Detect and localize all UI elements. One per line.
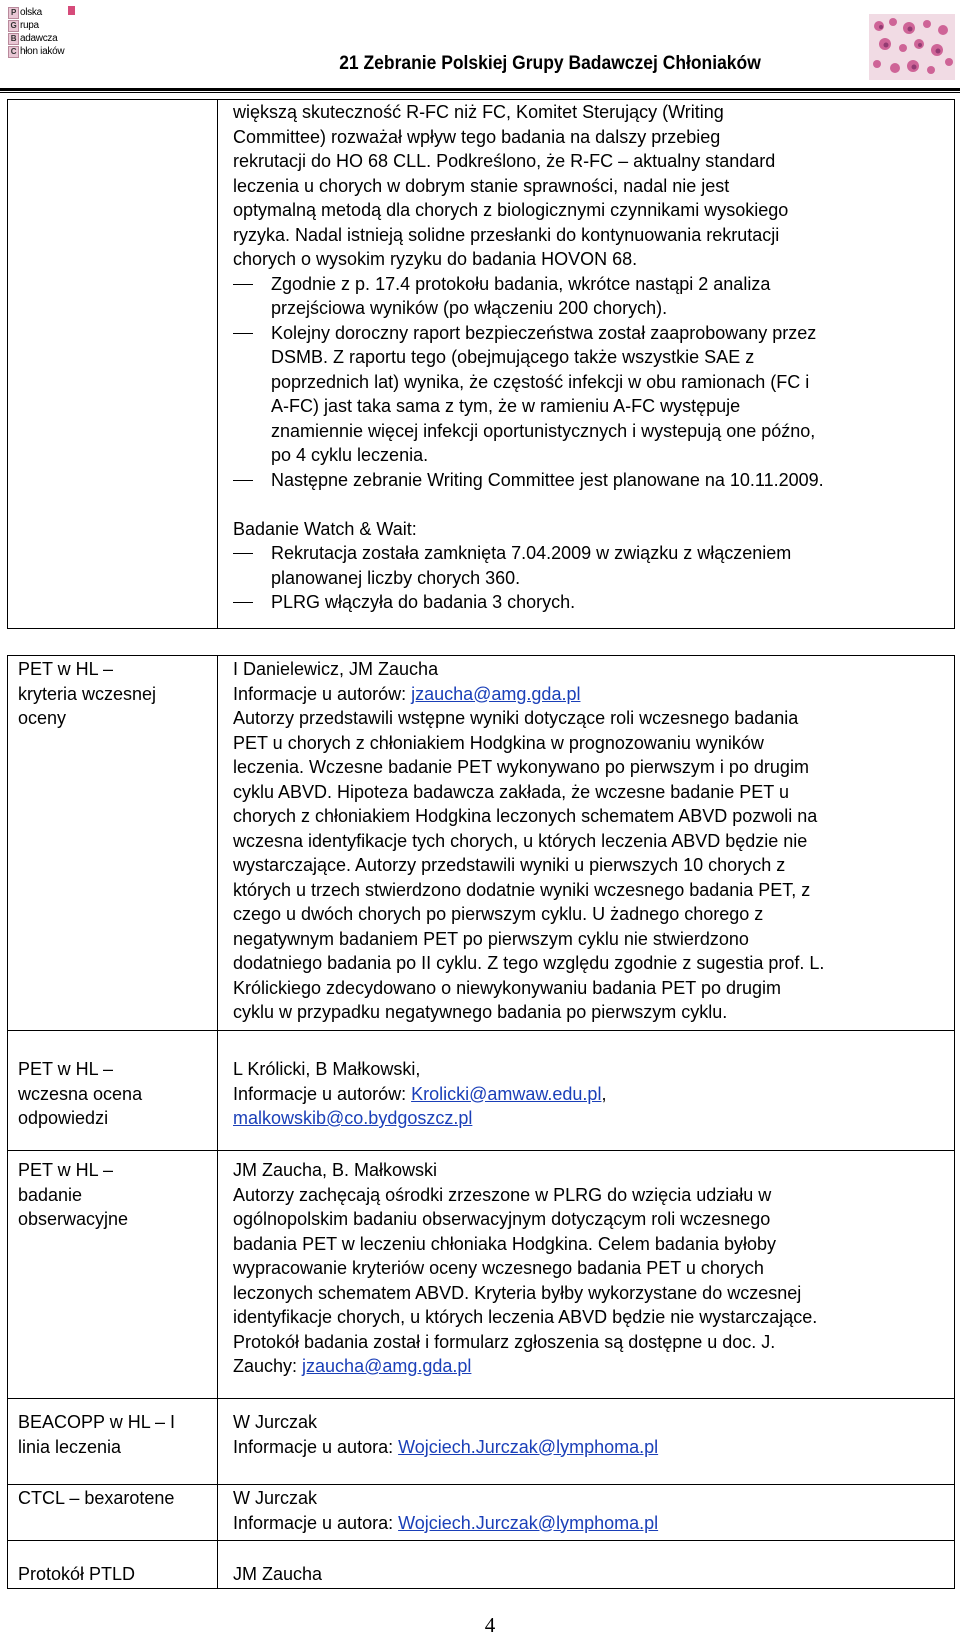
authors: JM Zaucha	[233, 1564, 323, 1584]
page-header	[0, 0, 960, 88]
cells-image	[869, 14, 955, 80]
page-number: 4	[484, 1613, 496, 1637]
email-link[interactable]: jzaucha@amg.gda.pl	[302, 1356, 472, 1376]
authors: W Jurczak	[233, 1412, 318, 1432]
authors: I Danielewicz, JM Zaucha	[233, 659, 439, 679]
row-divider	[7, 1150, 955, 1151]
email-link[interactable]: Krolicki@amwaw.edu.pl	[411, 1083, 602, 1104]
row-content	[233, 1562, 951, 1587]
hovon-text: większą skuteczność R-FC niż FC, Komitet Sterujący (Writing Committee) rozważał wpływ tego badania na dalszy przebieg rekrutacji do HO 68 CLL. Podkreślono, że R-FC – aktualny standard leczenia u chorych w dobrym stanie sprawności, nadal nie jest optymalną metodą dla chorych z biologicznymi czynnikami wysokiego ryzyka. Nadal istnieją solidne przesłanki do kontynuowania rekrutacji chorych o wysokim ryzyku do badania HOVON 68. Zgodnie z p. 17.4 protokołu badania, wkrótce nastąpi 2 analiza przejściowa wyników (po włączeniu 200 chorych). Kolejny doroczny raport bezpieczeństwa został zaaprobowany przez DSMB. Z raportu tego (obejmującego także wszystkie SAE z poprzednich lat) wynika, że częstość infekcji w obu ramionach (FC i A-FC) jast taka sama z tym, że w ramieniu A-FC występuje znamiennie więcej infekcji oportunistycznych i wystepują one późno, po 4 cyklu leczenia. Następne zebranie Writing Committee jest planowane na 10.11.2009. Badanie Watch & Wait: Rekrutacja została zamknięta 7.04.2009 w związku z włączeniem planowanej liczby chorych 360. PLRG włączyła do badania 3 chorych.	[233, 100, 948, 615]
row-label: PET w HL – badanie obserwacyjne	[18, 1160, 129, 1229]
row-content: W Jurczak Informacje u autora: Wojciech.Jurczak@lymphoma.pl	[233, 1486, 951, 1535]
row-content: I Danielewicz, JM Zaucha Informacje u autorów: jzaucha@amg.gda.pl Autorzy przedstawili wstępne wyniki dotyczące roli wczesnego badania PET u chorych z chłoniakiem Hodgkina w prognozowaniu wyników leczenia. Wczesne badanie PET wykonywano po pierwszym i po drugim cyklu ABVD. Hipoteza badawcza zakłada, że wczesne badanie PET u chorych z chłoniakiem Hodgkina leczonych schematem ABVD pozwoli na wczesna identyfikacje tych chorych, u których leczenia ABVD będzie nie wystarczające. Autorzy przedstawili wyniki u pierwszych 10 chorych z których u trzech stwierdzono dodatnie wyniki wczesnego badania PET, z czego u dwóch chorych po pierwszym cyklu. U żadnego chorego z negatywnym badaniem PET po pierwszym cyklu nie stwierdzono dodatniego badania po II cyklu. Z tego względu zgodnie z sugestia prof. L. Królickiego zdecydowano o niewykonywaniu badania PET po drugim cyklu w przypadku negatywnego badania po pierwszym cyklu.	[233, 657, 951, 1025]
list-item: Zgodnie z p. 17.4 protokołu badania, wkrótce nastąpi 2 analiza przejściowa wyników (po włączeniu 200 chorych).	[233, 272, 948, 321]
plrg-logo: P olska G rupa B adawcza C hłon iaków	[8, 6, 72, 70]
email-link[interactable]: malkowskib@co.bydgoszcz.pl	[233, 1108, 473, 1128]
email-link[interactable]: Wojciech.Jurczak@lymphoma.pl	[398, 1512, 659, 1533]
row-content: W Jurczak Informacje u autora: Wojciech.Jurczak@lymphoma.pl	[233, 1410, 951, 1459]
email-link[interactable]: jzaucha@amg.gda.pl	[411, 683, 581, 704]
watch-wait-title: Badanie Watch & Wait:	[233, 518, 417, 539]
header-title: 21 Zebranie Polskiej Grupy Badawczej Chłoniaków	[339, 53, 761, 74]
row-divider	[7, 1030, 955, 1031]
list-item: PLRG włączyła do badania 3 chorych.	[233, 590, 948, 615]
header-rule	[0, 88, 960, 91]
header-rule-thin	[0, 92, 960, 93]
list-item: Następne zebranie Writing Committee jest planowane na 10.11.2009.	[233, 468, 948, 493]
table-divider	[217, 655, 218, 1589]
authors: W Jurczak	[233, 1488, 318, 1508]
list-item: Rekrutacja została zamknięta 7.04.2009 w związku z włączeniem planowanej liczby chorych 360.	[233, 541, 948, 590]
authors: L Królicki, B Małkowski,	[233, 1059, 421, 1079]
row-label: PET w HL – kryteria wczesnej oceny	[18, 659, 157, 728]
row-divider	[7, 1540, 955, 1541]
row-divider	[7, 1398, 955, 1399]
row-label: Protokół PTLD	[18, 1564, 136, 1584]
row-divider	[7, 1484, 955, 1485]
email-link[interactable]: Wojciech.Jurczak@lymphoma.pl	[398, 1436, 659, 1457]
row-content: L Królicki, B Małkowski, Informacje u autorów: Krolicki@amwaw.edu.pl, malkowskib@co.bydgoszcz.pl	[233, 1057, 951, 1131]
row-label: PET w HL – wczesna ocena odpowiedzi	[18, 1059, 143, 1128]
row-label: CTCL – bexarotene	[18, 1488, 175, 1508]
row-label: BEACOPP w HL – I linia leczenia	[18, 1412, 176, 1457]
authors: JM Zaucha, B. Małkowski	[233, 1160, 438, 1180]
table-divider	[217, 99, 218, 629]
row-content: JM Zaucha, B. Małkowski Autorzy zachęcają ośrodki zrzeszone w PLRG do wzięcia udziału w ogólnopolskim badaniu obserwacyjnym dotyczącym roli wczesnego badania PET w leczeniu chłoniaka Hodgkina. Celem badania byłoby wypracowanie kryteriów oceny wczesnego badania PET u chorych leczonych schematem ABVD. Kryteria byłby wykorzystane do wczesnej identyfikacje chorych, u których leczenia ABVD będzie nie wystarczające. Protokół badania został i formularz zgłoszenia są dostępne u doc. J. Zauchy: jzaucha@amg.gda.pl	[233, 1158, 951, 1379]
list-item: Kolejny doroczny raport bezpieczeństwa został zaaprobowany przez DSMB. Z raportu tego (obejmującego także wszystkie SAE z poprzednich lat) wynika, że częstość infekcji w obu ramionach (FC i A-FC) jast taka sama z tym, że w ramieniu A-FC występuje znamiennie więcej infekcji oportunistycznych i wystepują one późno, po 4 cyklu leczenia.	[233, 321, 948, 468]
